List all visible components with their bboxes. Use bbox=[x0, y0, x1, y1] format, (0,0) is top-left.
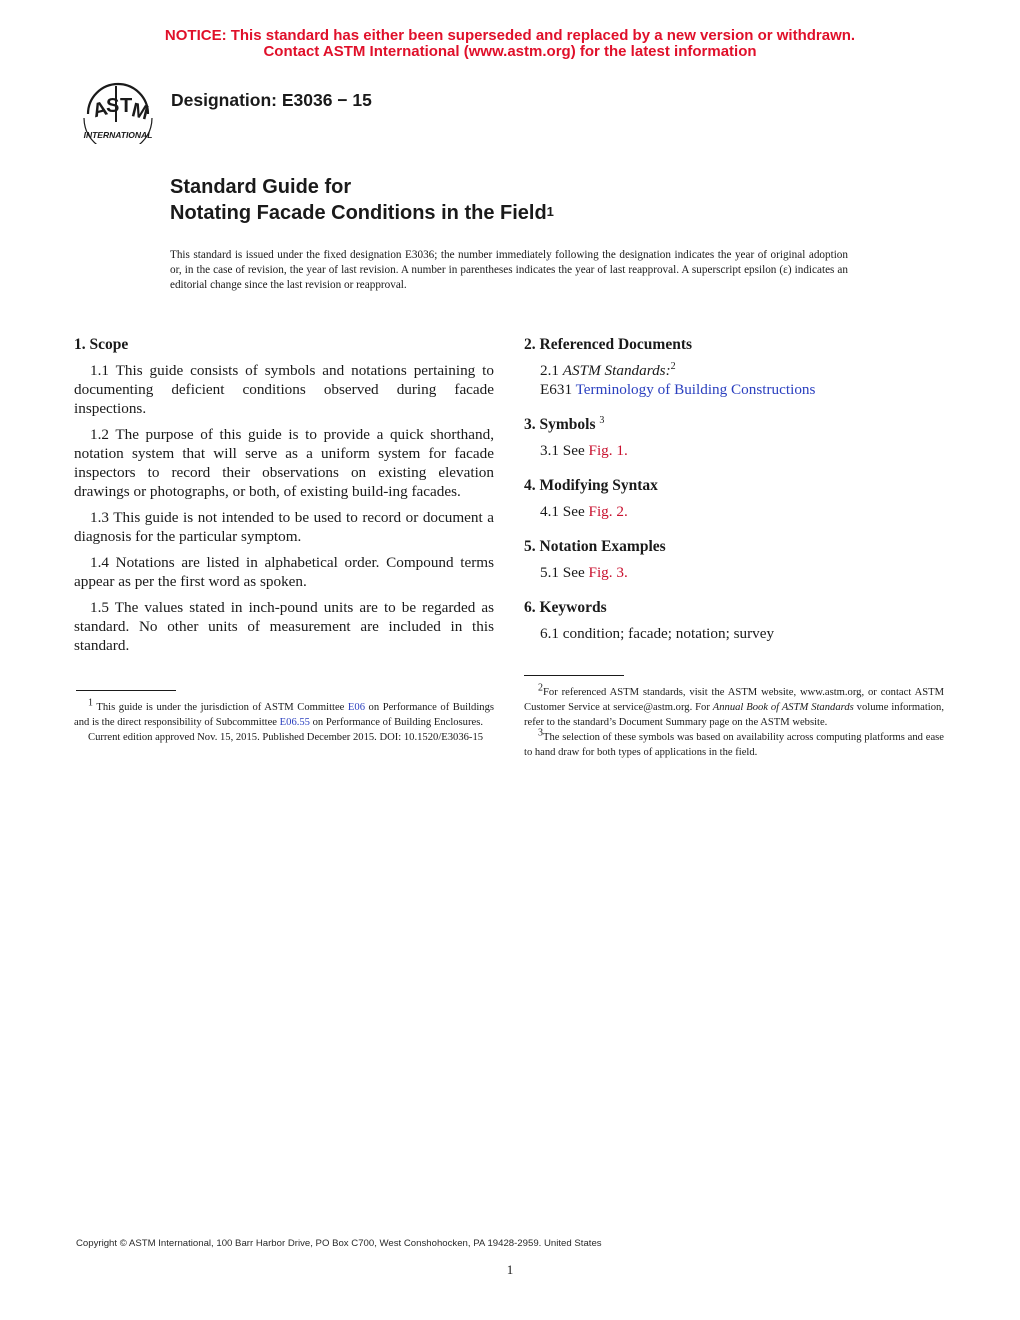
syntax-4-1 bbox=[524, 502, 944, 521]
examples-5-1-text: 5.1 See bbox=[540, 564, 589, 581]
fig-2-link[interactable]: Fig. 2. bbox=[588, 503, 628, 520]
page-number: 1 bbox=[506, 1262, 514, 1277]
notation-examples-heading: 5. Notation Examples bbox=[524, 538, 666, 555]
syntax-4-1-text: 4.1 See bbox=[540, 503, 589, 520]
title-line-2-text: Notating Facade Conditions in the Field bbox=[170, 202, 547, 224]
left-column bbox=[74, 335, 494, 655]
ref-2-1-mark: 2 bbox=[670, 360, 676, 372]
scope-heading: 1. Scope bbox=[74, 336, 129, 353]
symbols-heading-row bbox=[524, 415, 944, 434]
footnote-2-text-b: volume information, refer to the standard’s Document Summary page on the ASTM website. bbox=[524, 702, 944, 728]
title-line-2 bbox=[170, 200, 554, 228]
paragraph-1-5: 1.5 The values stated in inch-pound units are to be regarded as standard. No other units of measurement are included in this standard. bbox=[74, 599, 494, 654]
svg-text:M: M bbox=[129, 99, 151, 125]
ref-2-1-number: 2.1 bbox=[540, 362, 559, 379]
keywords-6-1: 6.1 condition; facade; notation; survey bbox=[540, 625, 775, 642]
footnote-1-text-c: on Performance of Building Enclosures. bbox=[309, 717, 483, 728]
ref-e631-code: E631 bbox=[540, 381, 573, 398]
footnote-3-text: The selection of these symbols was based on availability across computing platforms and ease to hand draw for both types of applications in the field. bbox=[524, 732, 944, 758]
footnote-3-mark: 3 bbox=[538, 727, 543, 739]
issued-statement: This standard is issued under the fixed designation E3036; the number immediately following the designation indicates the year of original adoption or, in the case of revision, the year of last revision. A number in parentheses indicates the year of last reapproval. A superscript epsilon (ε) indicates an editorial change since the last revision or reapproval. bbox=[170, 249, 848, 291]
fig-3-link[interactable]: Fig. 3. bbox=[588, 564, 628, 581]
svg-text:S: S bbox=[106, 95, 120, 117]
svg-text:A: A bbox=[90, 97, 110, 123]
footnote-divider-right bbox=[524, 675, 624, 676]
footnote-2-text-a: For referenced ASTM standards, visit the ASTM website, www.astm.org, or contact ASTM Customer Service at service@astm.org. For bbox=[524, 687, 944, 713]
footnote-1-text-a: This guide is under the jurisdiction of ASTM Committee bbox=[96, 702, 348, 713]
footnote-divider-left bbox=[76, 690, 176, 691]
examples-5-1 bbox=[524, 563, 944, 582]
referenced-documents-heading: 2. Referenced Documents bbox=[524, 336, 693, 353]
footnote-3 bbox=[524, 727, 944, 760]
notice-line-2: Contact ASTM International (www.astm.org) for the latest information bbox=[263, 43, 757, 60]
paragraph-1-1: 1.1 This guide consists of symbols and notations pertaining to documenting deficient conditions observed during facade inspections. bbox=[74, 362, 494, 417]
footnote-2-mark: 2 bbox=[538, 682, 543, 694]
symbols-3-1 bbox=[524, 441, 944, 460]
document-title bbox=[170, 174, 554, 228]
paragraph-1-2: 1.2 The purpose of this guide is to provide a quick shorthand, notation system that will serve as a uniform system for facade inspectors to record their observations on existing elevation drawings or photographs, or both, of existing build-ing facades. bbox=[74, 426, 494, 500]
footnote-1-mark: 1 bbox=[88, 697, 93, 709]
paragraph-1-4: 1.4 Notations are listed in alphabetical order. Compound terms appear as per the first word as spoken. bbox=[74, 554, 494, 590]
notice-line-1: NOTICE: This standard has either been superseded and replaced by a new version or withdrawn. bbox=[164, 27, 856, 44]
fig-1-link[interactable]: Fig. 1. bbox=[588, 442, 628, 459]
symbols-mark: 3 bbox=[599, 414, 605, 426]
right-column bbox=[524, 335, 944, 643]
paragraph-1-3: 1.3 This guide is not intended to be used to record or document a diagnosis for the particular symptom. bbox=[74, 509, 494, 545]
designation: Designation: E3036 − 15 bbox=[171, 90, 372, 110]
footnote-1 bbox=[74, 697, 494, 745]
footnote-1-edition: Current edition approved Nov. 15, 2015. Published December 2015. DOI: 10.1520/E3036-15 bbox=[88, 732, 484, 743]
ref-2-1 bbox=[524, 361, 944, 380]
ref-2-1-text: ASTM Standards: bbox=[562, 362, 671, 379]
symbols-3-1-text: 3.1 See bbox=[540, 442, 589, 459]
footnote-2 bbox=[524, 682, 944, 730]
title-line-1: Standard Guide for bbox=[170, 176, 352, 198]
copyright-notice: Copyright © ASTM International, 100 Barr Harbor Drive, PO Box C700, West Conshohocken, PA 19428-2959. United States bbox=[76, 1238, 602, 1249]
ref-e631 bbox=[524, 380, 944, 399]
keywords-heading: 6. Keywords bbox=[524, 599, 607, 616]
subcommittee-e06-55-link[interactable]: E06.55 bbox=[279, 717, 310, 728]
committee-e06-link[interactable]: E06 bbox=[347, 702, 365, 713]
logo-text: INTERNATIONAL bbox=[83, 130, 153, 140]
ref-e631-link[interactable]: Terminology of Building Constructions bbox=[575, 381, 816, 398]
footnote-1-text-b: on Performance of Buildings and is the direct responsibility of Subcommittee bbox=[74, 702, 494, 728]
modifying-syntax-heading: 4. Modifying Syntax bbox=[524, 477, 658, 494]
astm-logo-icon bbox=[74, 74, 164, 144]
footnotes-right bbox=[524, 682, 944, 760]
title-footnote-mark: 1 bbox=[546, 204, 554, 219]
footnote-2-italic: Annual Book of ASTM Standards bbox=[712, 702, 854, 713]
symbols-heading: 3. Symbols bbox=[524, 416, 596, 433]
svg-text:T: T bbox=[120, 95, 133, 117]
